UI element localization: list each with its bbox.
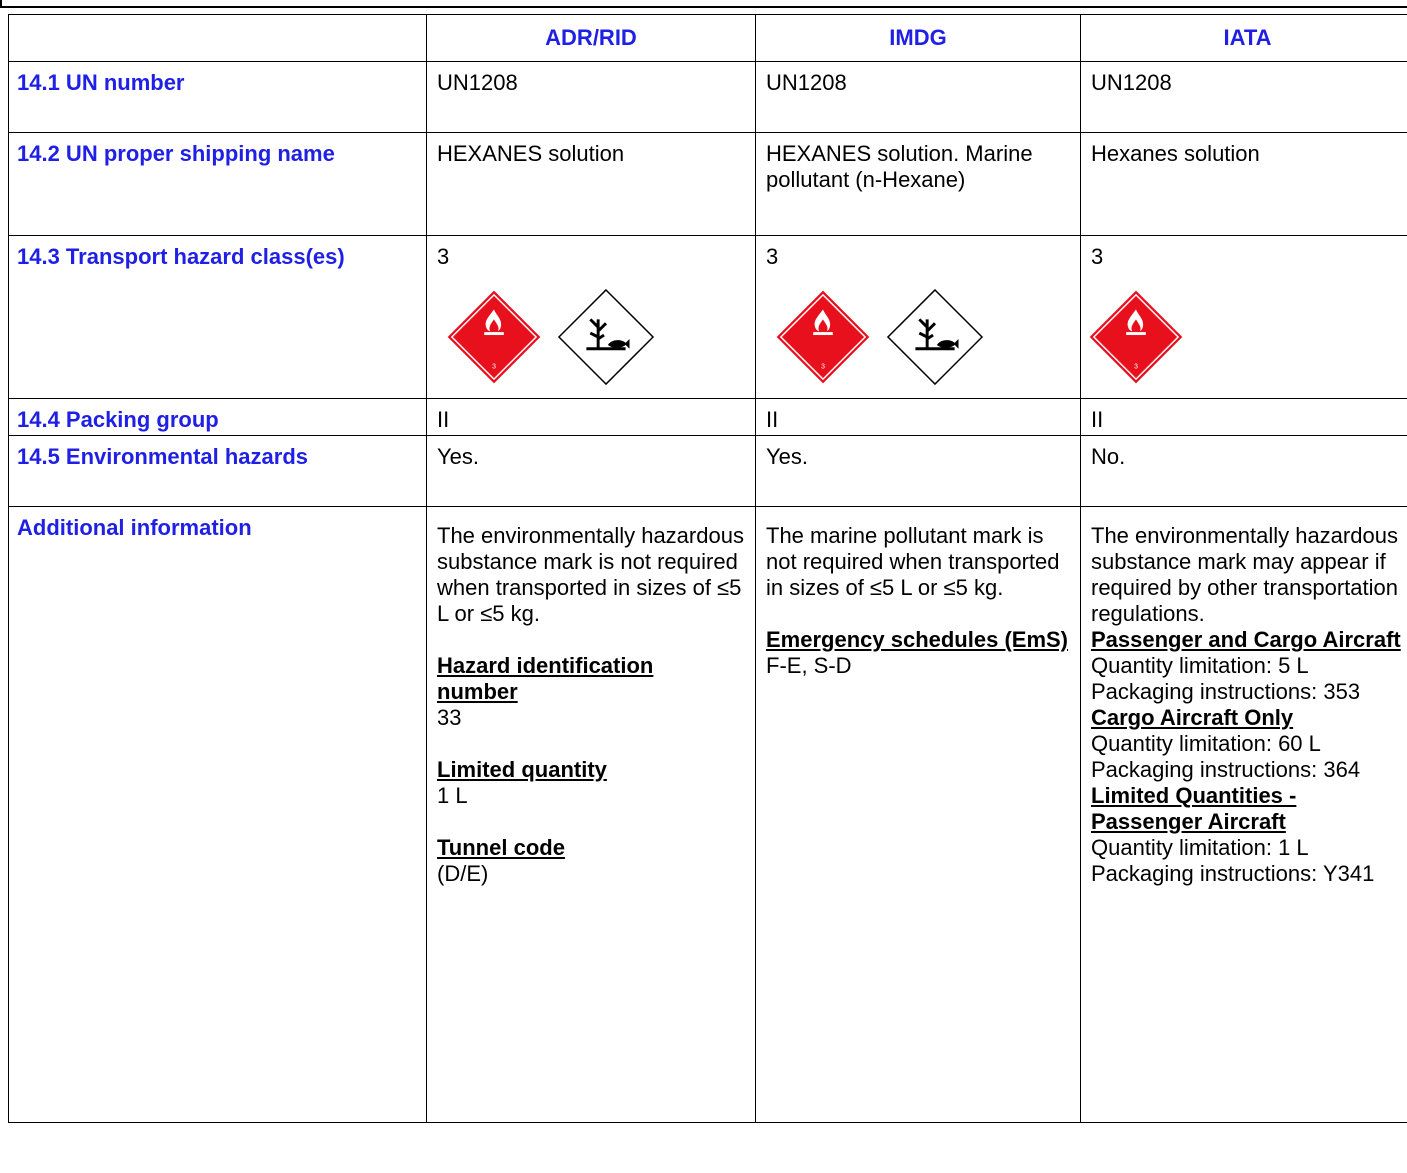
- adr-hazard-class: 3: [437, 244, 450, 269]
- row-hazard-class: [9, 236, 1407, 399]
- row-label: 14.5 Environmental hazards: [17, 444, 308, 469]
- adr-shipping-name: HEXANES solution: [437, 141, 625, 166]
- iata-shipping-name: Hexanes solution: [1091, 141, 1260, 166]
- environmental-hazard-icon: [557, 288, 655, 386]
- adr-hin-heading: Hazard identification number: [437, 653, 654, 704]
- row-label: 14.2 UN proper shipping name: [17, 141, 335, 166]
- iata-cao-pack: Packaging instructions: 364: [1091, 757, 1361, 782]
- top-border: [0, 0, 1407, 8]
- row-additional-info: [9, 507, 1407, 1123]
- svg-text:3: 3: [821, 363, 825, 371]
- iata-pca-heading: Passenger and Cargo Aircraft: [1091, 627, 1401, 652]
- row-environmental-hazards: [9, 436, 1407, 507]
- imdg-shipping-name: HEXANES solution. Marine pollutant (n-Hexane): [766, 141, 1033, 192]
- adr-tunnel-value: (D/E): [437, 861, 489, 886]
- header-empty-cell: [9, 15, 427, 62]
- iata-additional-info: [1081, 507, 1407, 887]
- svg-text:3: 3: [492, 363, 496, 371]
- flammable-liquid-class3-icon: [774, 288, 872, 386]
- iata-lq-qty: Quantity limitation: 1 L: [1091, 835, 1309, 860]
- adr-lq-heading: Limited quantity: [437, 757, 607, 782]
- iata-lq-heading: Limited Quantities - Passenger Aircraft: [1091, 783, 1297, 834]
- header-adr-rid: ADR/RID: [427, 15, 756, 62]
- adr-hin-value: 33: [437, 705, 462, 730]
- environmental-hazard-icon: [886, 288, 984, 386]
- row-label: 14.1 UN number: [17, 70, 185, 95]
- iata-cao-heading: Cargo Aircraft Only: [1091, 705, 1294, 730]
- iata-pictograms: [1081, 270, 1407, 386]
- iata-hazard-class: 3: [1091, 244, 1104, 269]
- imdg-ems-value: F-E, S-D: [766, 653, 852, 678]
- iata-cao-qty: Quantity limitation: 60 L: [1091, 731, 1321, 756]
- imdg-additional-info: [756, 507, 1080, 679]
- header-imdg: IMDG: [756, 15, 1081, 62]
- imdg-hazard-class: 3: [766, 244, 779, 269]
- adr-additional-info: [427, 507, 755, 887]
- row-label: 14.4 Packing group: [17, 407, 219, 432]
- iata-un-number: UN1208: [1091, 70, 1172, 95]
- svg-text:3: 3: [1134, 363, 1138, 371]
- adr-lq-value: 1 L: [437, 783, 468, 808]
- header-row: [9, 15, 1407, 62]
- iata-lq-pack: Packaging instructions: Y341: [1091, 861, 1375, 886]
- row-label: Additional information: [17, 515, 252, 540]
- imdg-env-hazards: Yes.: [766, 444, 809, 469]
- row-shipping-name: [9, 133, 1407, 236]
- adr-pictograms: [427, 270, 755, 386]
- row-label: 14.3 Transport hazard class(es): [17, 244, 345, 269]
- row-un-number: [9, 62, 1407, 133]
- iata-packing-group: II: [1091, 407, 1104, 432]
- iata-intro: The environmentally hazardous substance mark may appear if required by other transportation regulations.: [1091, 523, 1398, 626]
- flammable-liquid-class3-icon: [1087, 288, 1185, 386]
- flammable-liquid-class3-icon: [445, 288, 543, 386]
- iata-pca-qty: Quantity limitation: 5 L: [1091, 653, 1309, 678]
- adr-env-hazards: Yes.: [437, 444, 480, 469]
- imdg-packing-group: II: [766, 407, 779, 432]
- transport-info-table: [8, 14, 1407, 1123]
- adr-intro: The environmentally hazardous substance mark is not required when transported in sizes of ≤5 L or ≤5 kg.: [437, 523, 744, 626]
- imdg-intro: The marine pollutant mark is not required when transported in sizes of ≤5 L or ≤5 kg.: [766, 523, 1060, 600]
- imdg-ems-heading: Emergency schedules (EmS): [766, 627, 1069, 652]
- header-iata: IATA: [1081, 15, 1407, 62]
- adr-packing-group: II: [437, 407, 450, 432]
- adr-tunnel-heading: Tunnel code: [437, 835, 565, 860]
- imdg-pictograms: [756, 270, 1080, 386]
- imdg-un-number: UN1208: [766, 70, 847, 95]
- iata-env-hazards: No.: [1091, 444, 1126, 469]
- adr-un-number: UN1208: [437, 70, 518, 95]
- row-packing-group: [9, 399, 1407, 436]
- iata-pca-pack: Packaging instructions: 353: [1091, 679, 1361, 704]
